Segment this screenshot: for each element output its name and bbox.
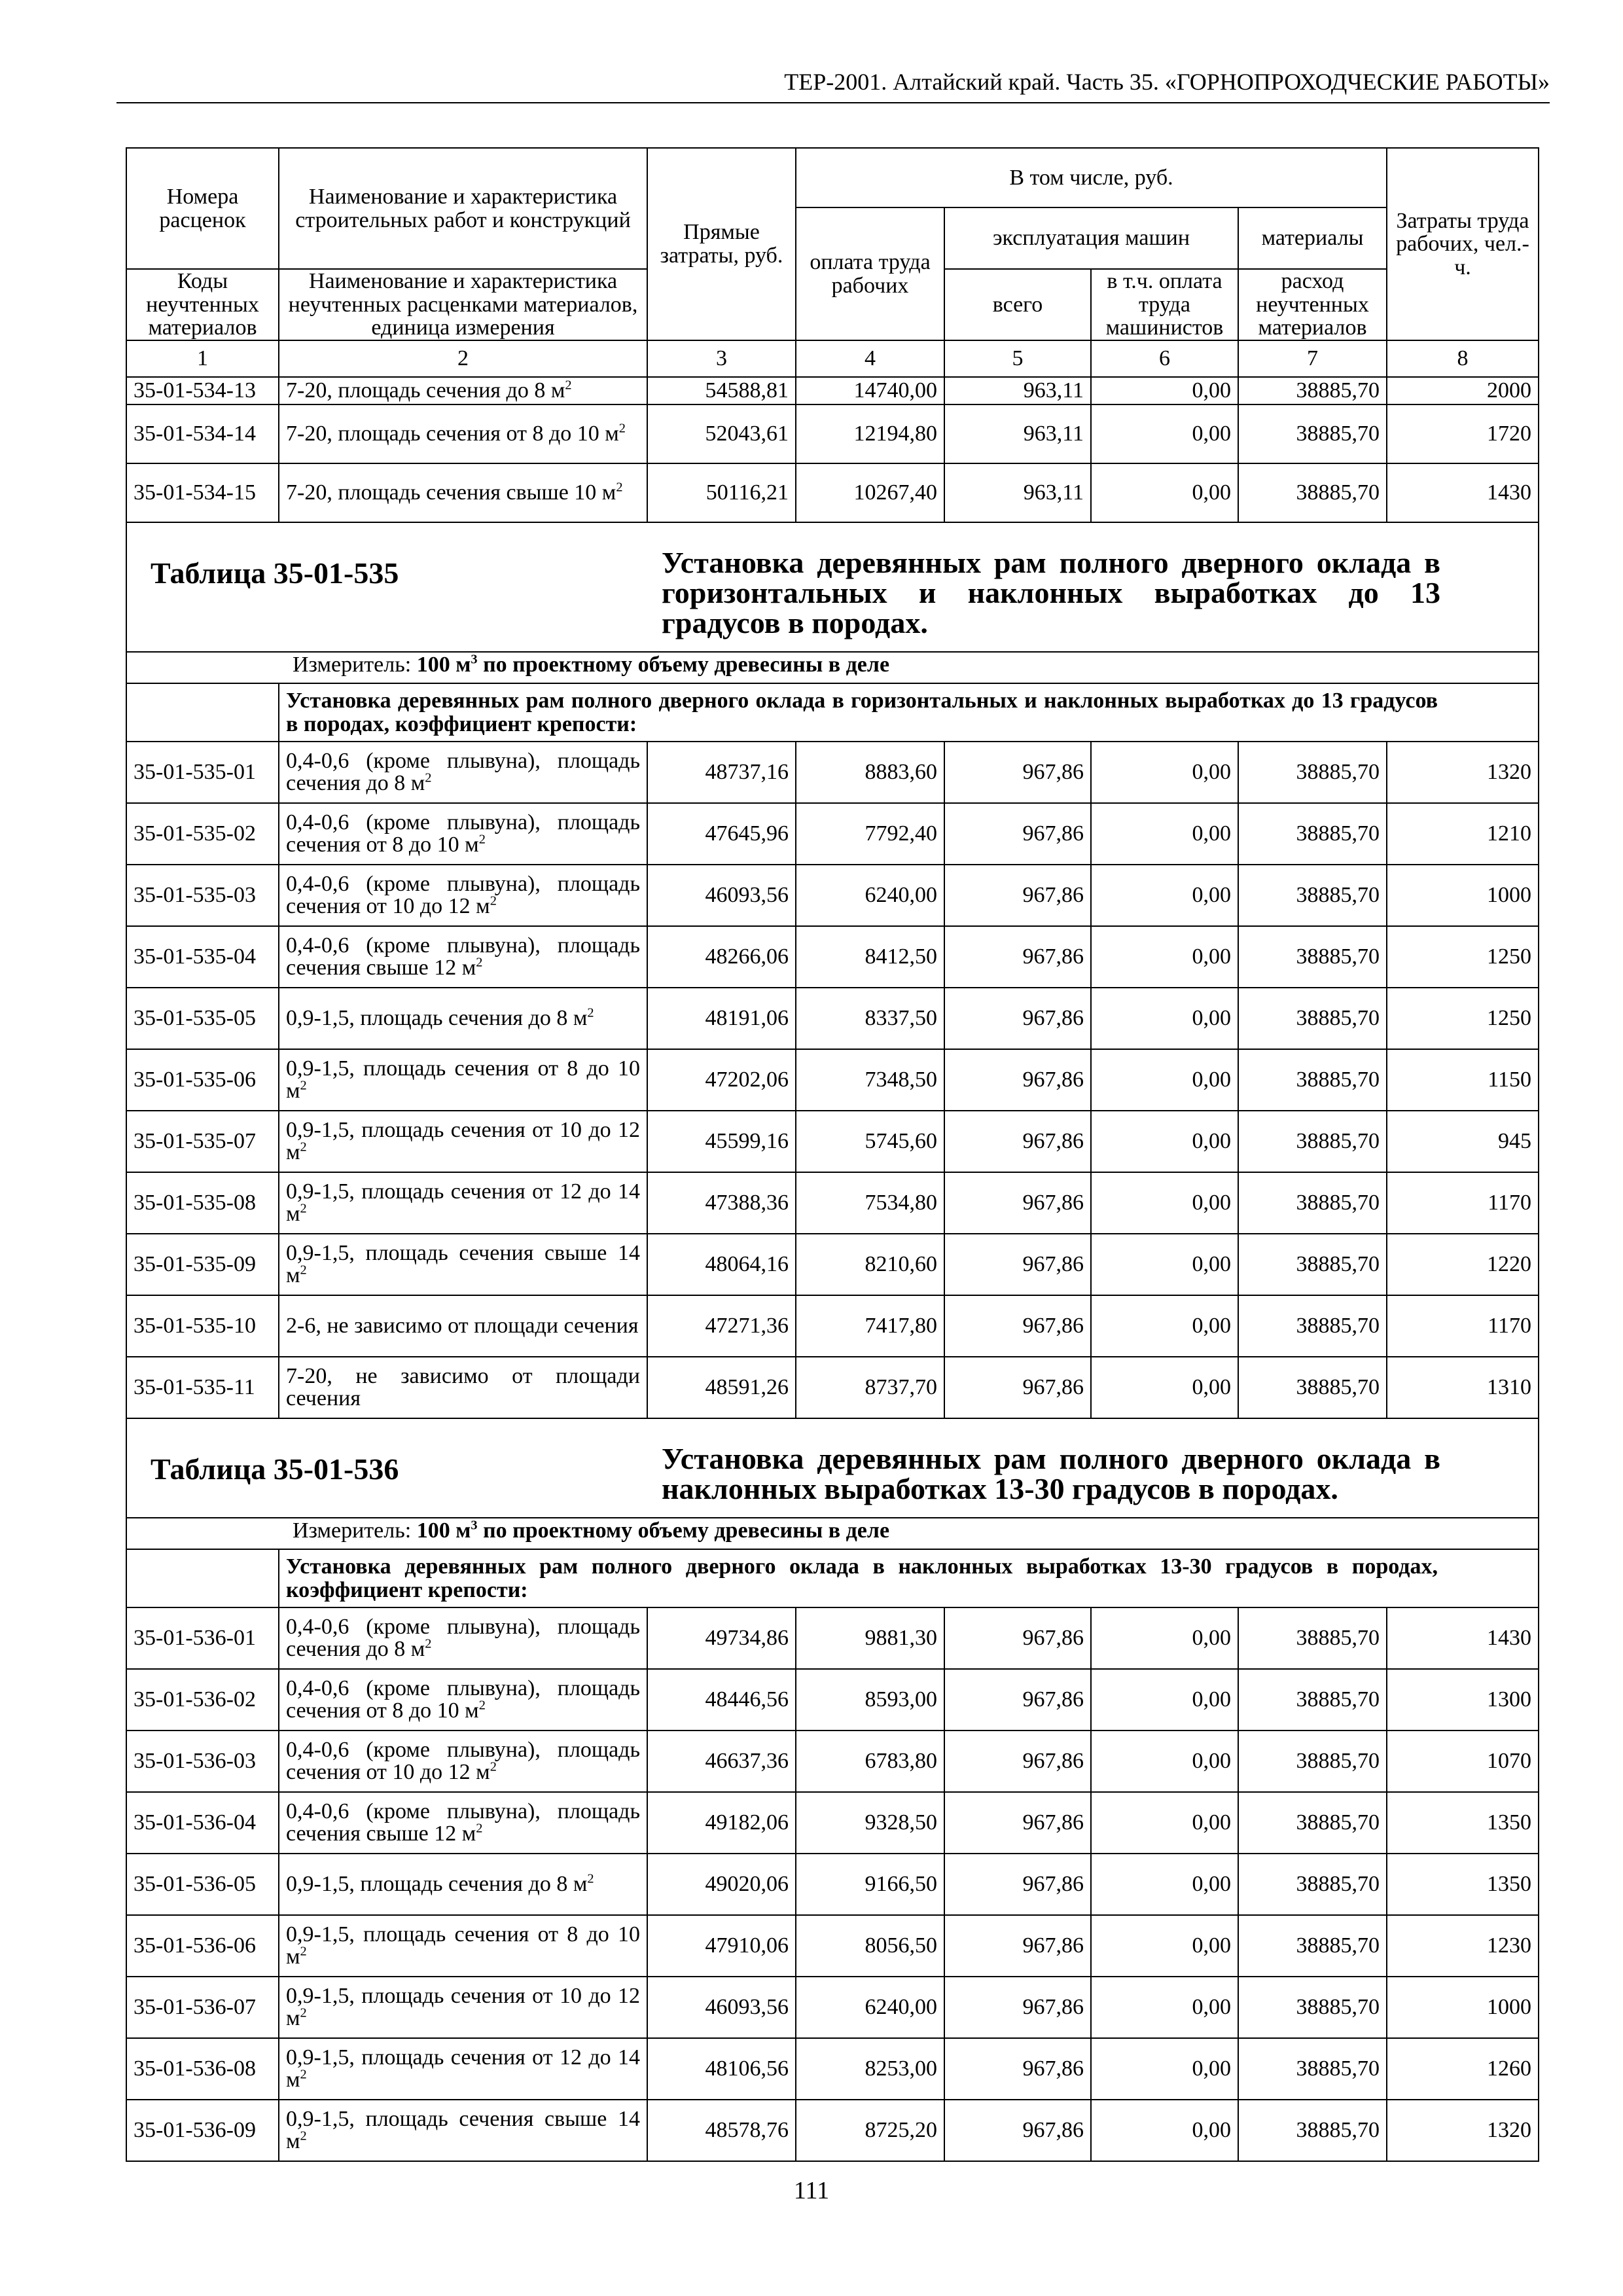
machinist-wages-cell: 0,00 [1091,1731,1238,1792]
materials-cell: 38885,70 [1238,1049,1387,1111]
rate-code-cell: 35-01-536-08 [126,2038,279,2100]
work-description-cell: 0,9-1,5, площадь сечения до 8 $м^2$ [279,1854,647,1915]
machinist-wages-cell: 0,00 [1091,1357,1238,1418]
work-description-cell: 0,9-1,5, площадь сечения свыше 14 $м^2$ [279,1234,647,1295]
table-row [126,1669,1539,1731]
table-row [126,1234,1539,1295]
header-row-1 [126,148,1539,207]
wages-cell: 14740,00 [796,377,944,404]
direct-costs-cell: 48064,16 [647,1234,796,1295]
materials-cell: 38885,70 [1238,1234,1387,1295]
labor-cell: 1300 [1387,1669,1539,1731]
table-535-measure-row [126,652,1539,683]
table-row [126,926,1539,988]
column-number: 3 [647,340,796,377]
rate-code-cell: 35-01-536-07 [126,1977,279,2038]
machinist-wages-cell: 0,00 [1091,1234,1238,1295]
wages-cell: 6240,00 [796,865,944,926]
table-535-group-text: Установка деревянных рам полного дверного оклада в горизонтальных и наклонных выработках до 13 градусов в породах, коэффициент крепости: [279,683,1539,742]
machines-total-cell: 967,86 [944,1977,1091,2038]
column-number: 5 [944,340,1091,377]
table-536-group-row [126,1549,1539,1607]
header-codes: Номера расценок [126,148,279,269]
labor-cell: 1170 [1387,1295,1539,1357]
rate-code-cell: 35-01-535-10 [126,1295,279,1357]
table-row [126,865,1539,926]
direct-costs-cell: 49020,06 [647,1854,796,1915]
materials-cell: 38885,70 [1238,1731,1387,1792]
header-materials: материалы [1238,207,1387,269]
rate-code-cell: 35-01-534-13 [126,377,279,404]
labor-cell: 1210 [1387,803,1539,865]
work-description-cell: 0,4-0,6 (кроме плывуна), площадь сечения от 10 до 12 $м^2$ [279,865,647,926]
column-number: 2 [279,340,647,377]
rows-536 [126,1607,1539,2161]
table-row [126,1731,1539,1792]
machinist-wages-cell: 0,00 [1091,1172,1238,1234]
running-header: ТЕР-2001. Алтайский край. Часть 35. «ГОРНОПРОХОДЧЕСКИЕ РАБОТЫ» [116,68,1550,103]
direct-costs-cell: 49734,86 [647,1607,796,1669]
column-number: 8 [1387,340,1539,377]
work-description-cell: 0,4-0,6 (кроме плывуна), площадь сечения от 8 до 10 $м^2$ [279,1669,647,1731]
rate-code-cell: 35-01-535-02 [126,803,279,865]
work-description-cell: 0,9-1,5, площадь сечения от 10 до 12 $м^2$ [279,1977,647,2038]
wages-cell: 8412,50 [796,926,944,988]
direct-costs-cell: 45599,16 [647,1111,796,1172]
table-row [126,1357,1539,1418]
table-row [126,1607,1539,1669]
labor-cell: 1170 [1387,1172,1539,1234]
labor-cell: 1260 [1387,2038,1539,2100]
table-536-title: Таблица 35-01-536 [151,1452,399,1486]
table-row [126,463,1539,522]
materials-cell: 38885,70 [1238,1607,1387,1669]
column-number: 6 [1091,340,1238,377]
table-row [126,1792,1539,1854]
table-row [126,2038,1539,2100]
machines-total-cell: 967,86 [944,1607,1091,1669]
page-number: 111 [793,2177,830,2204]
column-number: 4 [796,340,944,377]
machinist-wages-cell: 0,00 [1091,1295,1238,1357]
machines-total-cell: 967,86 [944,1357,1091,1418]
rate-code-cell: 35-01-536-02 [126,1669,279,1731]
direct-costs-cell: 48578,76 [647,2100,796,2161]
rate-code-cell: 35-01-536-04 [126,1792,279,1854]
header-machinist-wages: в т.ч. оплата труда машинистов [1091,269,1238,340]
wages-cell: 10267,40 [796,463,944,522]
machinist-wages-cell: 0,00 [1091,1607,1238,1669]
rate-code-cell: 35-01-534-14 [126,404,279,463]
table-row [126,803,1539,865]
wages-cell: 8725,20 [796,2100,944,2161]
work-description-cell: 0,9-1,5, площадь сечения от 12 до 14 $м^2$ [279,2038,647,2100]
work-description-cell: 0,9-1,5, площадь сечения до 8 $м^2$ [279,988,647,1049]
machines-total-cell: 967,86 [944,1731,1091,1792]
direct-costs-cell: 48591,26 [647,1357,796,1418]
direct-costs-cell: 46093,56 [647,1977,796,2038]
rate-code-cell: 35-01-536-01 [126,1607,279,1669]
machines-total-cell: 967,86 [944,1915,1091,1977]
labor-cell: 1000 [1387,1977,1539,2038]
rate-code-cell: 35-01-534-15 [126,463,279,522]
wages-cell: 9328,50 [796,1792,944,1854]
rate-code-cell: 35-01-536-03 [126,1731,279,1792]
header-name: Наименование и характеристика строительных работ и конструкций [279,148,647,269]
machinist-wages-cell: 0,00 [1091,1111,1238,1172]
direct-costs-cell: 47645,96 [647,803,796,865]
wages-cell: 8883,60 [796,742,944,803]
machinist-wages-cell: 0,00 [1091,988,1238,1049]
table-row [126,1854,1539,1915]
labor-cell: 1350 [1387,1792,1539,1854]
wages-cell: 6240,00 [796,1977,944,2038]
column-number: 7 [1238,340,1387,377]
table-row [126,1172,1539,1234]
machinist-wages-cell: 0,00 [1091,377,1238,404]
materials-cell: 38885,70 [1238,742,1387,803]
direct-costs-cell: 46637,36 [647,1731,796,1792]
machines-total-cell: 967,86 [944,1669,1091,1731]
machinist-wages-cell: 0,00 [1091,803,1238,865]
machines-total-cell: 967,86 [944,1049,1091,1111]
rate-code-cell: 35-01-536-05 [126,1854,279,1915]
machinist-wages-cell: 0,00 [1091,742,1238,803]
machinist-wages-cell: 0,00 [1091,404,1238,463]
wages-cell: 7534,80 [796,1172,944,1234]
labor-cell: 1150 [1387,1049,1539,1111]
table-536-measure [293,1518,889,1543]
direct-costs-cell: 49182,06 [647,1792,796,1854]
machines-total-cell: 967,86 [944,2038,1091,2100]
wages-cell: 8737,70 [796,1357,944,1418]
header-wages: оплата труда рабочих [796,207,944,340]
rate-code-cell: 35-01-536-06 [126,1915,279,1977]
labor-cell: 1310 [1387,1357,1539,1418]
work-description-cell: 0,9-1,5, площадь сечения от 10 до 12 $м^2$ [279,1111,647,1172]
machinist-wages-cell: 0,00 [1091,2100,1238,2161]
labor-cell: 1350 [1387,1854,1539,1915]
wages-cell: 8337,50 [796,988,944,1049]
direct-costs-cell: 47388,36 [647,1172,796,1234]
materials-cell: 38885,70 [1238,377,1387,404]
wages-cell: 12194,80 [796,404,944,463]
direct-costs-cell: 54588,81 [647,377,796,404]
rate-code-cell: 35-01-535-03 [126,865,279,926]
rate-code-cell: 35-01-536-09 [126,2100,279,2161]
labor-cell: 1070 [1387,1731,1539,1792]
table-536-name: Установка деревянных рам полного дверного оклада в наклонных выработках 13-30 градусов в породах. [662,1442,1440,1506]
materials-cell: 38885,70 [1238,988,1387,1049]
measure-label: Измеритель: [293,1518,412,1543]
direct-costs-cell: 47202,06 [647,1049,796,1111]
materials-cell: 38885,70 [1238,1792,1387,1854]
rate-code-cell: 35-01-535-01 [126,742,279,803]
table-row [126,988,1539,1049]
machinist-wages-cell: 0,00 [1091,1669,1238,1731]
machines-total-cell: 967,86 [944,1295,1091,1357]
wages-cell: 8253,00 [796,2038,944,2100]
materials-cell: 38885,70 [1238,1357,1387,1418]
direct-costs-cell: 50116,21 [647,463,796,522]
direct-costs-cell: 46093,56 [647,865,796,926]
header-labor: Затраты труда рабочих, чел.-ч. [1387,148,1539,340]
work-description-cell: 0,9-1,5, площадь сечения от 8 до 10 $м^2$ [279,1049,647,1111]
materials-cell: 38885,70 [1238,1111,1387,1172]
work-description-cell: 7-20, не зависимо от площади сечения [279,1357,647,1418]
machines-total-cell: 967,86 [944,1792,1091,1854]
machines-total-cell: 967,86 [944,2100,1091,2161]
machinist-wages-cell: 0,00 [1091,926,1238,988]
wages-cell: 8593,00 [796,1669,944,1731]
materials-cell: 38885,70 [1238,1854,1387,1915]
materials-cell: 38885,70 [1238,404,1387,463]
work-description-cell: 7-20, площадь сечения до 8 $м^2$ [279,377,647,404]
table-535-section [126,522,1539,742]
wages-cell: 9166,50 [796,1854,944,1915]
header-machines-total: всего [944,269,1091,340]
direct-costs-cell: 48106,56 [647,2038,796,2100]
direct-costs-cell: 48737,16 [647,742,796,803]
rate-code-cell: 35-01-535-07 [126,1111,279,1172]
labor-cell: 1320 [1387,2100,1539,2161]
table-row [126,1977,1539,2038]
machinist-wages-cell: 0,00 [1091,1977,1238,2038]
table-row [126,1915,1539,1977]
rows-535 [126,742,1539,1418]
header-codes-unaccounted: Коды неучтенных материалов [126,269,279,340]
rate-code-cell: 35-01-535-08 [126,1172,279,1234]
table-536-header [126,1418,1539,1518]
machines-total-cell: 967,86 [944,1234,1091,1295]
machinist-wages-cell: 0,00 [1091,1854,1238,1915]
materials-cell: 38885,70 [1238,1915,1387,1977]
measure-label: Измеритель: [293,653,412,677]
labor-cell: 1230 [1387,1915,1539,1977]
materials-cell: 38885,70 [1238,865,1387,926]
wages-cell: 9881,30 [796,1607,944,1669]
table-row [126,404,1539,463]
machines-total-cell: 967,86 [944,742,1091,803]
machines-total-cell: 967,86 [944,1854,1091,1915]
labor-cell: 1720 [1387,404,1539,463]
work-description-cell: 0,4-0,6 (кроме плывуна), площадь сечения свыше 12 $м^2$ [279,926,647,988]
work-description-cell: 0,4-0,6 (кроме плывуна), площадь сечения до 8 $м^2$ [279,742,647,803]
labor-cell: 1430 [1387,1607,1539,1669]
table-row [126,377,1539,404]
labor-cell: 1320 [1387,742,1539,803]
machines-total-cell: 967,86 [944,1172,1091,1234]
wages-cell: 7792,40 [796,803,944,865]
machines-total-cell: 963,11 [944,377,1091,404]
work-description-cell: 0,4-0,6 (кроме плывуна), площадь сечения до 8 $м^2$ [279,1607,647,1669]
table-535-measure [293,653,889,677]
table-row [126,1295,1539,1357]
direct-costs-cell: 47271,36 [647,1295,796,1357]
price-table-page [126,147,1538,2162]
rate-code-cell: 35-01-535-11 [126,1357,279,1418]
header-unaccounted-materials: расход неучтенных материалов [1238,269,1387,340]
labor-cell: 2000 [1387,377,1539,404]
direct-costs-cell: 48446,56 [647,1669,796,1731]
materials-cell: 38885,70 [1238,2100,1387,2161]
labor-cell: 1000 [1387,865,1539,926]
price-table [126,147,1539,2162]
work-description-cell: 0,4-0,6 (кроме плывуна), площадь сечения от 10 до 12 $м^2$ [279,1731,647,1792]
rate-code-cell: 35-01-535-06 [126,1049,279,1111]
rate-code-cell: 35-01-535-05 [126,988,279,1049]
direct-costs-cell: 47910,06 [647,1915,796,1977]
work-description-cell: 0,9-1,5, площадь сечения от 12 до 14 $м^2$ [279,1172,647,1234]
wages-cell: 5745,60 [796,1111,944,1172]
work-description-cell: 2-6, не зависимо от площади сечения [279,1295,647,1357]
labor-cell: 1250 [1387,988,1539,1049]
machinist-wages-cell: 0,00 [1091,1792,1238,1854]
machines-total-cell: 967,86 [944,1111,1091,1172]
work-description-cell: 7-20, площадь сечения свыше 10 $м^2$ [279,463,647,522]
table-row [126,2100,1539,2161]
measure-unit: 100 $м^3$ по проектному объему древесины в деле [416,652,890,677]
rate-code-cell: 35-01-535-09 [126,1234,279,1295]
table-535-title: Таблица 35-01-535 [151,556,399,590]
table-536-group-text: Установка деревянных рам полного дверного оклада в наклонных выработках 13-30 градусов в породах, коэффициент крепости: [279,1549,1539,1607]
column-numbers-row [126,340,1539,377]
measure-unit: 100 $м^3$ по проектному объему древесины в деле [416,1518,890,1543]
table-535-group-row [126,683,1539,742]
direct-costs-cell: 52043,61 [647,404,796,463]
materials-cell: 38885,70 [1238,926,1387,988]
wages-cell: 6783,80 [796,1731,944,1792]
machines-total-cell: 967,86 [944,865,1091,926]
work-description-cell: 0,9-1,5, площадь сечения свыше 14 $м^2$ [279,2100,647,2161]
header-name-unaccounted: Наименование и характеристика неучтенных расценками материалов, единица измерения [279,269,647,340]
materials-cell: 38885,70 [1238,1977,1387,2038]
table-row [126,742,1539,803]
table-row [126,1111,1539,1172]
direct-costs-cell: 48266,06 [647,926,796,988]
header-including: В том числе, руб. [796,148,1387,207]
machinist-wages-cell: 0,00 [1091,2038,1238,2100]
materials-cell: 38885,70 [1238,2038,1387,2100]
machines-total-cell: 963,11 [944,404,1091,463]
machines-total-cell: 967,86 [944,803,1091,865]
wages-cell: 7348,50 [796,1049,944,1111]
labor-cell: 1220 [1387,1234,1539,1295]
wages-cell: 7417,80 [796,1295,944,1357]
materials-cell: 38885,70 [1238,803,1387,865]
materials-cell: 38885,70 [1238,1172,1387,1234]
direct-costs-cell: 48191,06 [647,988,796,1049]
machines-total-cell: 967,86 [944,988,1091,1049]
work-description-cell: 0,9-1,5, площадь сечения от 8 до 10 $м^2$ [279,1915,647,1977]
machines-total-cell: 967,86 [944,926,1091,988]
rows-534 [126,377,1539,522]
work-description-cell: 0,4-0,6 (кроме плывуна), площадь сечения свыше 12 $м^2$ [279,1792,647,1854]
table-row [126,1049,1539,1111]
labor-cell: 1430 [1387,463,1539,522]
machinist-wages-cell: 0,00 [1091,463,1238,522]
header-machines: эксплуатация машин [944,207,1238,269]
materials-cell: 38885,70 [1238,1669,1387,1731]
machinist-wages-cell: 0,00 [1091,1915,1238,1977]
table-536-section [126,1418,1539,1607]
materials-cell: 38885,70 [1238,463,1387,522]
machines-total-cell: 963,11 [944,463,1091,522]
work-description-cell: 0,4-0,6 (кроме плывуна), площадь сечения от 8 до 10 $м^2$ [279,803,647,865]
table-535-header [126,522,1539,652]
labor-cell: 1250 [1387,926,1539,988]
machinist-wages-cell: 0,00 [1091,865,1238,926]
table-535-name: Установка деревянных рам полного дверного оклада в горизонтальных и наклонных выработках до 13 градусов в породах. [662,546,1440,640]
header-direct-costs: Прямые затраты, руб. [647,148,796,340]
work-description-cell: 7-20, площадь сечения от 8 до 10 $м^2$ [279,404,647,463]
table-536-measure-row [126,1518,1539,1549]
labor-cell: 945 [1387,1111,1539,1172]
column-number: 1 [126,340,279,377]
wages-cell: 8056,50 [796,1915,944,1977]
machinist-wages-cell: 0,00 [1091,1049,1238,1111]
wages-cell: 8210,60 [796,1234,944,1295]
materials-cell: 38885,70 [1238,1295,1387,1357]
rate-code-cell: 35-01-535-04 [126,926,279,988]
